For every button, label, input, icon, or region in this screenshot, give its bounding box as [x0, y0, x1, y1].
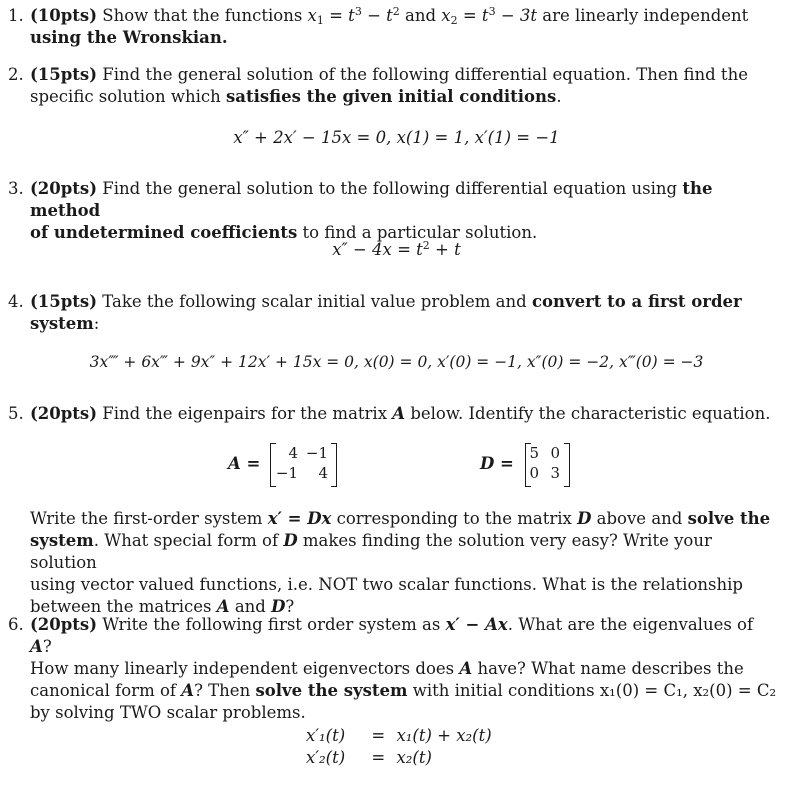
system-row-1: x′₁(t) = x₁(t) + x₂(t) [306, 726, 492, 745]
problem-number: 1. [8, 6, 24, 25]
matrix-a: A = 4 −1 −1 4 [228, 441, 358, 489]
problem-4: 4. (15pts) Take the following scalar initial value problem and convert to a first order system: [8, 292, 742, 333]
equation-3: $x'' - 4x = t^2 + t$ [332, 239, 461, 259]
problem-text: Show that the functions [102, 6, 303, 25]
problem-5: 5. (20pts) Find the eigenpairs for the matrix A below. Identify the characteristic equation. [8, 404, 771, 423]
equation-2: x″ + 2x′ − 15x = 0, x(1) = 1, x′(1) = −1 [233, 128, 560, 147]
problem-3: 3. (20pts) Find the general solution to the following differential equation using the method of undetermined coefficients to find a particular solution. [8, 179, 713, 242]
points: (20pts) [30, 404, 98, 423]
problem-text-bold: using the Wronskian. [30, 28, 228, 47]
problem-6: 6. (20pts) Write the following first order system as x′ − Ax. What are the eigenvalues of A? How many linearly independent eigenvectors does A have? What name describes the canonical form of A? Then solve the system with initial conditions x₁(0) = C₁, x₂(0) = C₂ by solving TWO scalar problems. [8, 615, 777, 722]
problem-number: 5. [8, 404, 24, 423]
problem-2: 2. (15pts) Find the general solution of the following differential equation. Then find the specific solution which satisfies the given initial conditions. [8, 65, 748, 106]
problem-1: 1. (10pts) Show that the functions $x_1 = t^3 - t^2$ and $x_2 = t^3 - 3t$ are linearly independent using the Wronskian. [8, 5, 749, 47]
points: (20pts) [30, 179, 98, 198]
problem-5-continued: Write the first-order system x′ = Dx corresponding to the matrix D above and solve the system. What special form of D makes finding the solution very easy? Write your solution using vector valued functions, i.e. NOT two scalar functions. What is the relationship between the matrices A and D? [30, 509, 771, 616]
points: (15pts) [30, 65, 98, 84]
problem-number: 6. [8, 615, 24, 634]
system-row-2: x′₂(t) = x₂(t) [306, 748, 432, 767]
problem-number: 3. [8, 179, 24, 198]
points: (15pts) [30, 292, 98, 311]
problem-number: 2. [8, 65, 24, 84]
matrix-d: D = 5 0 0 3 [480, 441, 600, 489]
equation-4: 3x⁗ + 6x‴ + 9x″ + 12x′ + 15x = 0, x(0) = 0, x′(0) = −1, x″(0) = −2, x‴(0) = −3 [89, 353, 704, 371]
points: (10pts) [30, 6, 98, 25]
points: (20pts) [30, 615, 98, 634]
problem-number: 4. [8, 292, 24, 311]
